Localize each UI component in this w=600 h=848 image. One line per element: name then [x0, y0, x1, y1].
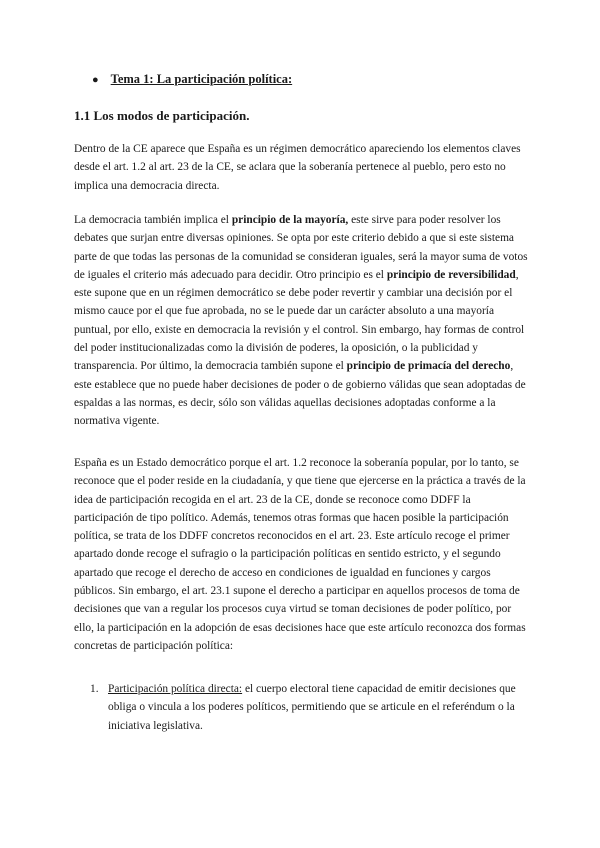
list-number: 1.: [90, 683, 99, 695]
paragraph-intro: Dentro de la CE aparece que España es un régimen democrático apareciendo los elementos claves desde el art. 1.2 al art. 23 de la CE, se aclara que la soberanía pertenece al pueblo, pero esto no implica una democracia directa.: [74, 143, 521, 192]
section-title: 1.1 Los modos de participación.: [74, 108, 250, 123]
paragraph-text: , este establece que no puede haber decisiones de poder o de gobierno válidas que sean adoptadas de espaldas a las normas, es decir, sólo son válidas aquellas decisiones adoptadas conforme a la normativa vigente.: [74, 360, 526, 428]
paragraph-text: La democracia también implica el: [74, 214, 232, 226]
paragraph-spain-democracy: España es un Estado democrático porque el art. 1.2 reconoce la soberanía popular, por lo tanto, se reconoce que el poder reside en la ciudadanía, y que tiene que ejercerse en la práctica a través de la idea de participación recogida en el art. 23 de la CE, donde se reconoce como DDFF la participación de tipo político. Además, tenemos otras formas que hacen posible la participación política, se trata de los DDFF concretos reconocidos en el art. 23. Este artículo recoge el primer apartado donde recoge el sufragio o la participación políticas en sentido estricto, y el segundo apartado que recoge el derecho de acceso en condiciones de igualdad en funciones y cargos públicos. Sin embargo, el art. 23.1 supone el derecho a participar en aquellos procesos de toma de decisiones que van a regular los procesos cuya virtud se toman decisiones de poder político, por ello, la participación en la adopción de esas decisiones hace que este artículo reconozca dos formas concretas de participación política:: [74, 457, 526, 652]
paragraph-text: este sirve para poder resolver los debates que surjan entre diversas opiniones. Se opta por este criterio debido a que si este sistema parte de que todas las personas de la comunidad se consideran iguales, será la mayor suma de votos de iguales el criterio más adecuado para decidir. Otro principio es el: [74, 214, 528, 281]
topic-heading-text: Tema 1: La participación política:: [110, 72, 293, 86]
bold-term-reversibilidad: principio de reversibilidad: [386, 268, 516, 281]
paragraph-principles: [74, 211, 530, 431]
list-term: Participación política directa:: [108, 683, 243, 695]
list-item-text: el cuerpo electoral tiene capacidad de emitir decisiones que obliga o vincula a los poderes políticos, permitiendo que se articule en el referéndum o la iniciativa legislativa.: [108, 683, 516, 732]
bold-term-mayoria: principio de la mayoría,: [231, 214, 349, 226]
paragraph-text: , este supone que en un régimen democrático se debe poder revertir y cambiar una decisión por el mismo cauce por el que fue aprobada, no se le puede dar un carácter absoluto a una mayoría puntual, por ello, existe en democracia la revisión y el control. Sin embargo, hay formas de control del poder institucionalizadas como la división de poderes, la oposición, o la publicidad y transparencia. Por último, la democracia también supone el: [74, 268, 525, 373]
bold-term-primacia: principio de primacía del derecho: [346, 360, 511, 373]
list-item: [90, 680, 530, 735]
list-item-body: [108, 680, 530, 735]
topic-heading: [92, 72, 292, 87]
bullet-icon: ●: [92, 74, 99, 86]
participation-forms-list: [90, 680, 530, 735]
